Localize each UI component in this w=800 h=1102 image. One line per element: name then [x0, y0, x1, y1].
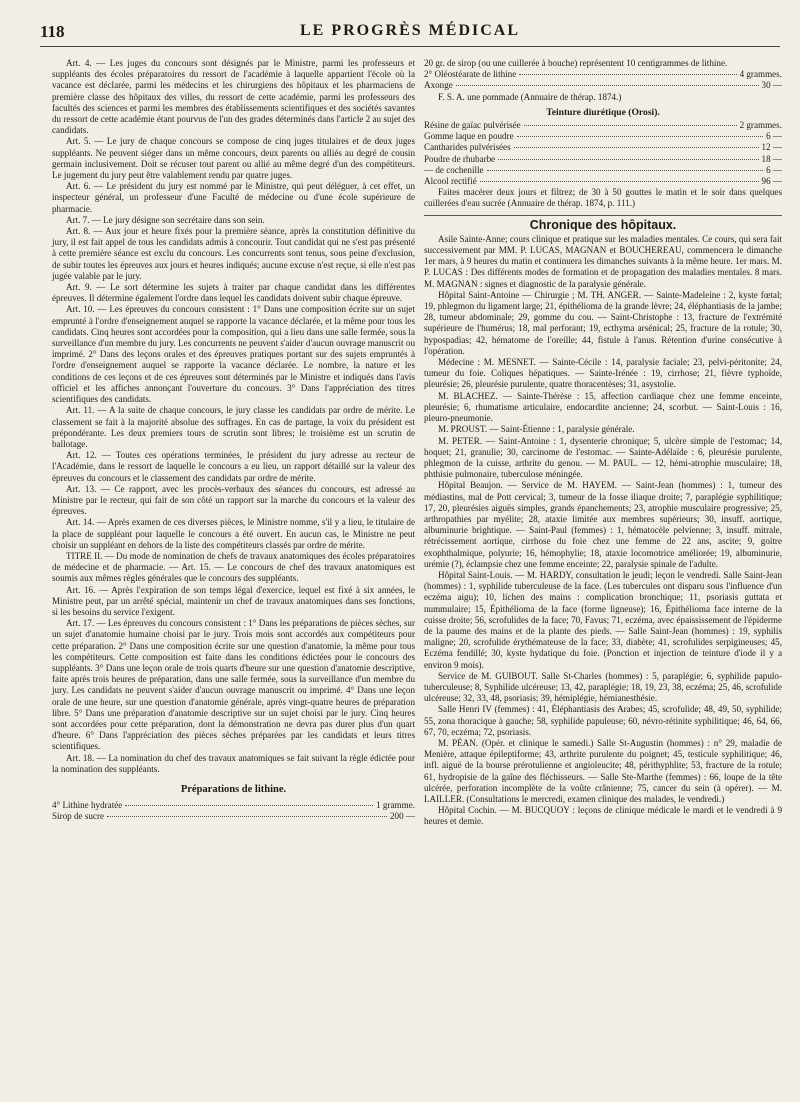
- chronique-paragraph: M. PÉAN. (Opér. et clinique le samedi.) Salle St-Augustin (hommes) : n° 29, maladie de Menière, attaque épileptiforme; 43, arthrite purulente du poignet; 45, testicule syphilitique; 46, infl. aiguë de la bourse prérotulienne et angioleucite; 48, périthyphlite; 53, fracture de la rotule; 61, hydropisie de la gaîne des fléchisseurs. — Salle Ste-Marthe (femmes) : 66, loupe de la tête ulcérée, perforation incomplète de la voûte crânienne; 75, cancer du sein (à opérer). — M. LAILLER. (Consultations le mercredi, examen clinique des malades, le vendredi.): [424, 737, 782, 804]
- chronique-paragraph: Salle Henri IV (femmes) : 41, Éléphantiasis des Arabes; 45, scrofulide; 48, 49, 50, syphilide; 55, zona thoracique à gauche; 58, syphilide papuleuse; 60, névro-rétinite syphilitique; 46, 64, 66, 67, 70, eczéma; 72, psoriasis.: [424, 704, 782, 737]
- fsa-note: F. S. A. une pommade (Annuaire de thérap. 1874.): [438, 91, 622, 102]
- recipe-row: [424, 131, 782, 142]
- dot-leader: [519, 74, 736, 75]
- teinture-list: [424, 120, 782, 187]
- article-paragraph: Art. 16. — Après l'expiration de son temps légal d'exercice, lequel est fixé à six années, le Ministre peut, par un arrêté spécial, maintenir un chef de travaux anatomiques dans ses fonctions, si les besoins du service l'exigent.: [52, 584, 415, 617]
- ingredient-quantity: 4 grammes.: [739, 69, 782, 80]
- ingredient-quantity: 18 —: [761, 153, 782, 164]
- ingredient-quantity: 6 —: [766, 131, 782, 142]
- chronique-title: Chronique des hôpitaux.: [529, 217, 677, 232]
- recipe-row: [424, 142, 782, 153]
- ingredient-quantity: 12 —: [761, 142, 782, 153]
- ingredient-name: Résine de gaïac pulvérisée: [424, 120, 521, 131]
- teinture-note: Faites macérer deux jours et filtrez; de 30 à 50 gouttes le matin et le soir dans quelques cuillerées d'eau sucrée (Annuaire de thérap. 1874, p. 111.): [424, 187, 782, 209]
- article-paragraph: Art. 11. — A la suite de chaque concours, le jury classe les candidats par ordre de mérite. Le classement se fait à la majorité absolue des suffrages. En cas de partage, la voix du président est prépondérante. Les deux premiers tours de scrutin sont libres; le troisième est un scrutin de ballotage.: [52, 405, 415, 449]
- ingredient-name: Axonge: [424, 80, 453, 91]
- ingredient-name: — de cochenille: [424, 164, 484, 175]
- article-paragraph: TITRE II. — Du mode de nomination de chefs de travaux anatomiques des écoles préparatoires de médecine et de pharmacie. — Art. 15. — Le concours de chef des travaux anatomiques est soumis aux mêmes règles générales que le concours des suppléants.: [52, 550, 415, 584]
- recipe-row: [424, 69, 782, 80]
- ingredient-quantity: 6 —: [766, 164, 782, 175]
- ingredient-name: 2° Oléostéarate de lithine: [424, 69, 517, 80]
- left-column: [52, 58, 415, 823]
- dot-leader: [498, 159, 758, 160]
- page-number: 118: [40, 22, 65, 41]
- ingredient-name: Gomme laque en poudre: [424, 131, 514, 142]
- dot-leader: [514, 147, 759, 148]
- article-paragraph: Art. 18. — La nomination du chef des travaux anatomiques se fait suivant la règle édictée pour la nomination des suppléants.: [52, 752, 415, 774]
- chronique-paragraph: M. BLACHEZ. — Sainte-Thérèse : 15, affection cardiaque chez une femme enceinte, pleurésie; 6, rhumatisme articulaire, endocardite ancienne; 24, scorbut. — Saint-Louis : 16, pleuro-pneumonie.: [424, 390, 782, 424]
- right-column: [424, 58, 782, 828]
- chronique-paragraph: Service de M. GUIBOUT. Salle St-Charles (hommes) : 5, paraplégie; 6, syphilide papulo-tuberculeuse; 8, Syphilide ulcéreuse; 13, 42, paraplégie; 18, 19, 23, 38, eczéma; 25, 46, scrofulide ulcéreuse; 32, 33, 48, psoriasis; 39, hémiplégie, hémianesthésie.: [424, 670, 782, 704]
- article-paragraph: Art. 9. — Le sort détermine les sujets à traiter par chaque candidat dans les différentes épreuves. Il détermine également l'ordre dans lequel les candidats doivent subir chaque épreuve.: [52, 282, 415, 304]
- chronique-paragraph: Hôpital Cochin. — M. BUCQUOY : leçons de clinique médicale le mardi et le vendredi à 9 heures et demie.: [424, 805, 782, 827]
- dot-leader: [107, 816, 387, 817]
- article-paragraph: Art. 13. — Ce rapport, avec les procès-verbaux des séances du concours, est adressé au Ministre par le recteur, qui fait de son côté un rapport sur la marche du concours et la valeur des épreuves.: [52, 483, 415, 517]
- dot-leader: [524, 125, 737, 126]
- section-divider: [424, 215, 782, 216]
- ingredient-name: 4° Lithine hydratée: [52, 800, 123, 811]
- dot-leader: [480, 181, 759, 182]
- ingredient-quantity: 1 gramme.: [376, 800, 415, 811]
- recipe-row: [424, 165, 782, 176]
- dot-leader: [456, 85, 759, 86]
- dot-leader: [125, 805, 373, 806]
- decree-articles: [52, 58, 415, 775]
- chronique-paragraph: Hôpital Saint-Antoine — Chirurgie ; M. TH. ANGER. — Sainte-Madeleine : 2, kyste fœtal; 19, phlegmon du ligament large; 21, épithélioma de la grande lèvre; 24, éléphantiasis de la jambe; 28, tumeur abdominale; 29, gomme du cou. — Saint-Christophe : 13, fracture de l'extrémité supérieure de l'humérus; 18, mal perforant; 19, ecthyma arsénical; 25, fracture de la rotule; 30, hypospadias; 42, hématome de l'oreille; 44, fistule à l'anus. Rétention d'urine consécutive à l'opération.: [424, 289, 782, 356]
- article-paragraph: Art. 8. — Aux jour et heure fixés pour la première séance, après la constitution définitive du jury, il est fait appel de tous les candidats admis à concourir. Tout candidat qui ne s'est pas présenté à cette première séance est exclu du concours. Les concurrents sont tenus, sous peine d'exclusion, de subir toutes les épreuves aux jours et heures indiqués; aucune excuse n'est reçue, si elle n'est pas jugée valable par le jury.: [52, 226, 415, 281]
- running-title: LE PROGRÈS MÉDICAL: [299, 22, 521, 39]
- recipe-row: [424, 154, 782, 165]
- article-paragraph: Art. 5. — Le jury de chaque concours se compose de cinq juges titulaires et de deux juges suppléants. Ne peuvent siéger dans un même concours, deux parents ou alliés au degré de cousin germain inclusivement. Doit se récuser tout parent ou allié au même degré d'un des compétiteurs. Le jugement du jury peut être valablement rendu par quatre juges.: [52, 136, 415, 181]
- recipe-row: [424, 176, 782, 187]
- article-paragraph: Art. 4. — Les juges du concours sont désignés par le Ministre, parmi les professeurs et suppléants des écoles préparatoires du ressort de l'académie à laquelle appartient l'école où la vacance est déclarée, parmi les médecins et les chirurgiens des hôpitaux et les pharmaciens de première classe des hôpitaux des villes, du ressort de cette académie, parmi les professeurs des facultés des sciences et parmi les membres des établissements scientifiques et des sociétés savantes du ressort de cette académie étant pourvus de l'un des grades déterminés dans l'article 2 au sujet des candidats.: [52, 58, 415, 136]
- page-header: [40, 18, 780, 47]
- article-paragraph: Art. 14. — Après examen de ces diverses pièces, le Ministre nomme, s'il y a lieu, le titulaire de la place de suppléant pour laquelle le concours a été ouvert. En aucun cas, le Ministre ne peut choisir un suppléant en dehors de la liste des compétiteurs classés par ordre de mérite.: [52, 517, 415, 550]
- chronique-paragraph: M. PETER. — Saint-Antoine : 1, dysenterie chronique; 5, ulcère simple de l'estomac; 14, hoquet; 21, granulie; 30, carcinome de l'estomac. — Sainte-Adélaïde : 6, pleurésie purulente, phlegmon de la cuisse, arthrite du genou. — M. PAUL. — 12, hémi-atrophie musculaire; 18, phthisie pulmonaire, tuberculose méningée.: [424, 435, 782, 480]
- article-paragraph: Art. 7. — Le jury désigne son secrétaire dans son sein.: [66, 214, 265, 225]
- chronique-paragraph: Asile Sainte-Anne; cours clinique et pratique sur les maladies mentales. Ce cours, qui sera fait successivement par MM. P. LUCAS, MAGNAN et BOUCHEREAU, commencera le dimanche 1er mars, à 9 heures du matin et continuera les dimanches suivants à la même heure. 1er mars. M. P. LUCAS : Des différents modes de formation et de propagation des maladies mentales. 8 mars. M. MAGNAN : signes et diagnostic de la paralysie générale.: [424, 233, 782, 289]
- ingredient-name: Alcool rectifié: [424, 176, 477, 187]
- preparations-list: [52, 800, 415, 822]
- article-paragraph: Art. 17. — Les épreuves du concours consistent : 1° Dans les préparations de pièces sèches, sur un sujet d'anatomie humaine choisi par le jury. Trois mois sont accordés aux compétiteurs pour cette préparation. 2° Dans une composition écrite sur une question d'anatomie, la même pour tous les compétiteurs. Cette composition est faite dans les conditions édictées pour le concours des suppléants. 3° Dans une leçon orale de trois quarts d'heure sur une question d'anatomie descriptive, faite après trois heures de préparation, dans une salle fermée, sous la surveillance d'un membre du jury. Les candidats ne peuvent s'aider d'aucun ouvrage manuscrit ou imprimé. 4° Dans une leçon orale de une heure, sur une question d'anatomie générale, après vingt-quatre heures de préparation libre. 5° Dans une préparation d'anatomie descriptive sur un sujet choisi par le jury. Cinq heures sont accordées pour cette préparation, dont la démonstration ne devra pas durer plus d'un quart d'heure. 6° Dans l'appréciation des pièces sèches préparées par les candidats et leurs titres scientifiques.: [52, 618, 415, 752]
- teinture-title: Teinture diurétique (Orosi).: [546, 106, 660, 118]
- ingredient-name: Sirop de sucre: [52, 811, 105, 822]
- ingredient-quantity: 200 —: [389, 811, 415, 822]
- recipe-row: [52, 800, 415, 811]
- ingredient-quantity: 30 —: [761, 80, 782, 91]
- ingredient-quantity: 96 —: [761, 176, 782, 187]
- dot-leader: [517, 136, 763, 137]
- article-paragraph: Art. 6. — Le président du jury est nommé par le Ministre, qui peut déléguer, à cet effet, un inspecteur général, un professeur d'une Faculté de médecine ou d'une école supérieure de pharmacie.: [52, 181, 415, 214]
- dot-leader: [487, 170, 763, 171]
- article-paragraph: Art. 10. — Les épreuves du concours consistent : 1° Dans une composition écrite sur un sujet emprunté à l'ordre d'enseignement auquel se rapporte la vacance déclarée, et la même pour tous les candidats. Cinq heures sont accordées pour la composition, qui a lieu dans une salle fermée, sous la surveillance d'un membre du jury. Les concurrents ne peuvent s'aider d'aucun ouvrage manuscrit ou imprimé. 2° Dans des leçons orales et des épreuves pratiques portant sur des sujets empruntés à l'ordre d'enseignement auquel se rapporte la vacance déclarée. Le nombre, la nature et les conditions de ces leçons et de ces épreuves sont déterminés par le Ministre et indiqués dans l'avis officiel et les affiches annonçant l'ouverture du concours. 3° Dans l'appréciation des titres scientifiques des candidats.: [52, 304, 415, 405]
- recipe-row: [424, 120, 782, 131]
- lithine-intro: 20 gr. de sirop (ou une cuillerée à bouche) représentent 10 centigrammes de lithine.: [424, 58, 728, 68]
- recipe-row: [52, 811, 415, 822]
- preparations-title: Préparations de lithine.: [180, 784, 287, 795]
- chronique-body: [424, 234, 782, 828]
- ingredient-quantity: 2 grammes.: [739, 120, 782, 131]
- recipe-row: [424, 80, 782, 91]
- chronique-paragraph: Hôpital Beaujon. — Service de M. HAYEM. — Saint-Jean (hommes) : 1, tumeur des médiastins, mal de Pott cervical; 3, tumeur de la fosse iliaque droite; 7, paraplégie syphilitique; 17, 20, pleurésies aiguës simples, grands épanchements; 23, atrophie musculaire progressive; 25, arthropathies par myélite; 28, ataxie limitée aux membres supérieurs; 30, insuff. aortique, albuminurie brightique. — Saint-Paul (femmes) : 1, hématocèle pelvienne; 3, insuff. mitrale, rétrécissement aortique, cirrhose du foie chez une femme de 22 ans, ascite; 9, goitre exophthalmique, polyurie; 16, hémophylie; 18, ataxie locomotrice améliorée; 19, albuminurie, urémie (?), éclampsie chez une femme enceinte; 22, paralysie spinale de l'adulte.: [424, 480, 782, 569]
- ingredient-name: Poudre de rhubarbe: [424, 153, 496, 164]
- chronique-paragraph: Hôpital Saint-Louis. — M. HARDY, consultation le jeudi; leçon le vendredi. Salle Saint-Jean (hommes) : 1, syphilide tuberculeuse de la face. (Les tubercules ont disparu sous l'influence d'un eczéma aigu); 10, lichen des mains : complication bronchique; 11, psoriasis guttata et nummulaire; 15, Épithélioma de la face (forme ligneuse); 16, Épithélioma face interne de la cuisse droite; 56, scrofulides de la face; 70, Favus; 71, eczéma, avec épaississement de l'épiderme de la paume des mains et de la plante des pieds. — Salle Saint-Jean (hommes) : 19, syphilis maligne; 20, scrofulide érythémateuse de la face; 33, diabète; 41, scrofulides serpigineuses; 45, Eczéma fendillé; 30, kyste hydatique du foie. (Ponction et injection de teinture d'iode il y a environ 9 mois).: [424, 569, 782, 670]
- ingredient-name: Cantharides pulvérisées: [424, 142, 511, 153]
- chronique-paragraph: M. PROUST. — Saint-Étienne : 1, paralysie générale.: [438, 424, 635, 435]
- chronique-paragraph: Médecine : M. MESNET. — Sainte-Cécile : 14, paralysie faciale; 23, pelvi-péritonite; 24, tumeur du foie. Coliques hépatiques. — Sainte-Irénée : 19, cirrhose; 21, fièvre typhoïde, pleurésie; 26, pleurésie purulente, quatre thoracentèses; 31, asystolie.: [424, 357, 782, 390]
- oleostearate-list: [424, 69, 782, 91]
- article-paragraph: Art. 12. — Toutes ces opérations terminées, le président du jury adresse au recteur de l'Académie, dans le ressort de laquelle le concours a eu lieu, un rapport détaillé sur la valeur des épreuves du concours et le classement des candidats par ordre de mérite.: [52, 450, 415, 483]
